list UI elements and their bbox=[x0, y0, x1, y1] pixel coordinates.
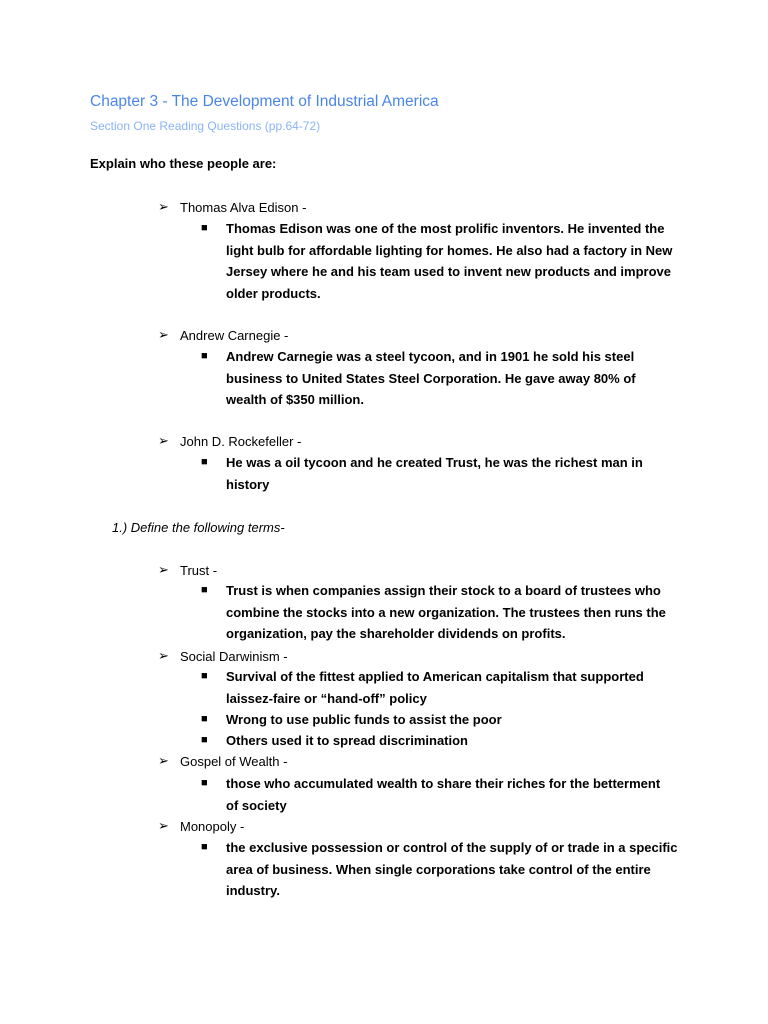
description-line: Thomas Edison was one of the most prolific inventors. He invented the bbox=[226, 221, 665, 236]
person-description-carnegie bbox=[201, 346, 636, 411]
term-definition-social-darwinism-2 bbox=[201, 709, 502, 731]
description-line: older products. bbox=[226, 285, 321, 301]
person-heading-carnegie bbox=[158, 327, 288, 343]
arrow-bullet-icon: ➢ bbox=[158, 818, 169, 833]
term-heading-social-darwinism bbox=[158, 648, 288, 664]
term-heading-monopoly bbox=[158, 818, 244, 834]
square-bullet-icon: ■ bbox=[201, 734, 208, 746]
term-definition-gospel-of-wealth bbox=[201, 773, 660, 816]
definition-line: organization, pay the shareholder dividends on profits. bbox=[226, 626, 566, 641]
arrow-bullet-icon: ➢ bbox=[158, 327, 169, 342]
term-definition-social-darwinism-3 bbox=[201, 730, 468, 752]
description-line: history bbox=[226, 476, 270, 492]
definition-line: Survival of the fittest applied to American capitalism that supported bbox=[226, 669, 644, 684]
description-line: Jersey where he and his team used to invent new products and improve bbox=[226, 264, 672, 279]
description-line: Andrew Carnegie was a steel tycoon, and in 1901 he sold his steel bbox=[226, 349, 635, 364]
description-line: light bulb for affordable lighting for homes. He also had a factory in New bbox=[226, 242, 673, 258]
term-definition-monopoly bbox=[201, 837, 678, 902]
square-bullet-icon: ■ bbox=[201, 456, 208, 468]
person-name: John D. Rockefeller - bbox=[180, 433, 302, 449]
page-subtitle: Section One Reading Questions (pp.64-72) bbox=[90, 119, 321, 133]
person-name: Andrew Carnegie - bbox=[180, 327, 289, 343]
description-line: He was a oil tycoon and he created Trust, he was the richest man in bbox=[226, 455, 643, 470]
person-description-edison bbox=[201, 218, 672, 304]
term-heading-trust bbox=[158, 562, 217, 578]
section-prompt: Explain who these people are: bbox=[90, 156, 277, 171]
square-bullet-icon: ■ bbox=[201, 670, 208, 682]
term-name: Social Darwinism - bbox=[180, 648, 288, 664]
description-line: business to United States Steel Corporation. He gave away 80% of bbox=[226, 370, 636, 386]
arrow-bullet-icon: ➢ bbox=[158, 562, 169, 577]
arrow-bullet-icon: ➢ bbox=[158, 433, 169, 448]
definition-line: industry. bbox=[226, 883, 280, 898]
define-terms-heading: 1.) Define the following terms- bbox=[112, 520, 285, 535]
definition-line: Wrong to use public funds to assist the poor bbox=[226, 712, 502, 727]
term-name: Trust - bbox=[180, 562, 218, 578]
term-name: Gospel of Wealth - bbox=[180, 753, 288, 769]
definition-line: Trust is when companies assign their stock to a board of trustees who bbox=[226, 583, 661, 598]
square-bullet-icon: ■ bbox=[201, 222, 208, 234]
definition-line: the exclusive possession or control of the supply of or trade in a specific bbox=[226, 840, 678, 855]
definition-line: Others used it to spread discrimination bbox=[226, 733, 468, 748]
page-title: Chapter 3 - The Development of Industrial America bbox=[90, 93, 439, 110]
person-description-rockefeller bbox=[201, 452, 643, 495]
arrow-bullet-icon: ➢ bbox=[158, 753, 169, 768]
person-name: Thomas Alva Edison - bbox=[180, 199, 307, 215]
definition-line: of society bbox=[226, 797, 287, 813]
square-bullet-icon: ■ bbox=[201, 713, 208, 725]
term-definition-social-darwinism bbox=[201, 666, 644, 709]
definition-line: laissez-faire or “hand-off” policy bbox=[226, 690, 427, 706]
square-bullet-icon: ■ bbox=[201, 350, 208, 362]
term-definition-trust bbox=[201, 580, 666, 645]
term-name: Monopoly - bbox=[180, 818, 245, 834]
term-heading-gospel-of-wealth bbox=[158, 753, 287, 769]
person-heading-edison bbox=[158, 199, 306, 215]
arrow-bullet-icon: ➢ bbox=[158, 648, 169, 663]
definition-line: those who accumulated wealth to share their riches for the betterment bbox=[226, 776, 661, 791]
description-line: wealth of $350 million. bbox=[226, 392, 364, 407]
square-bullet-icon: ■ bbox=[201, 841, 208, 853]
square-bullet-icon: ■ bbox=[201, 584, 208, 596]
person-heading-rockefeller bbox=[158, 433, 301, 449]
arrow-bullet-icon: ➢ bbox=[158, 199, 169, 214]
definition-line: area of business. When single corporations take control of the entire bbox=[226, 861, 651, 877]
definition-line: combine the stocks into a new organization. The trustees then runs the bbox=[226, 604, 666, 620]
square-bullet-icon: ■ bbox=[201, 777, 208, 789]
